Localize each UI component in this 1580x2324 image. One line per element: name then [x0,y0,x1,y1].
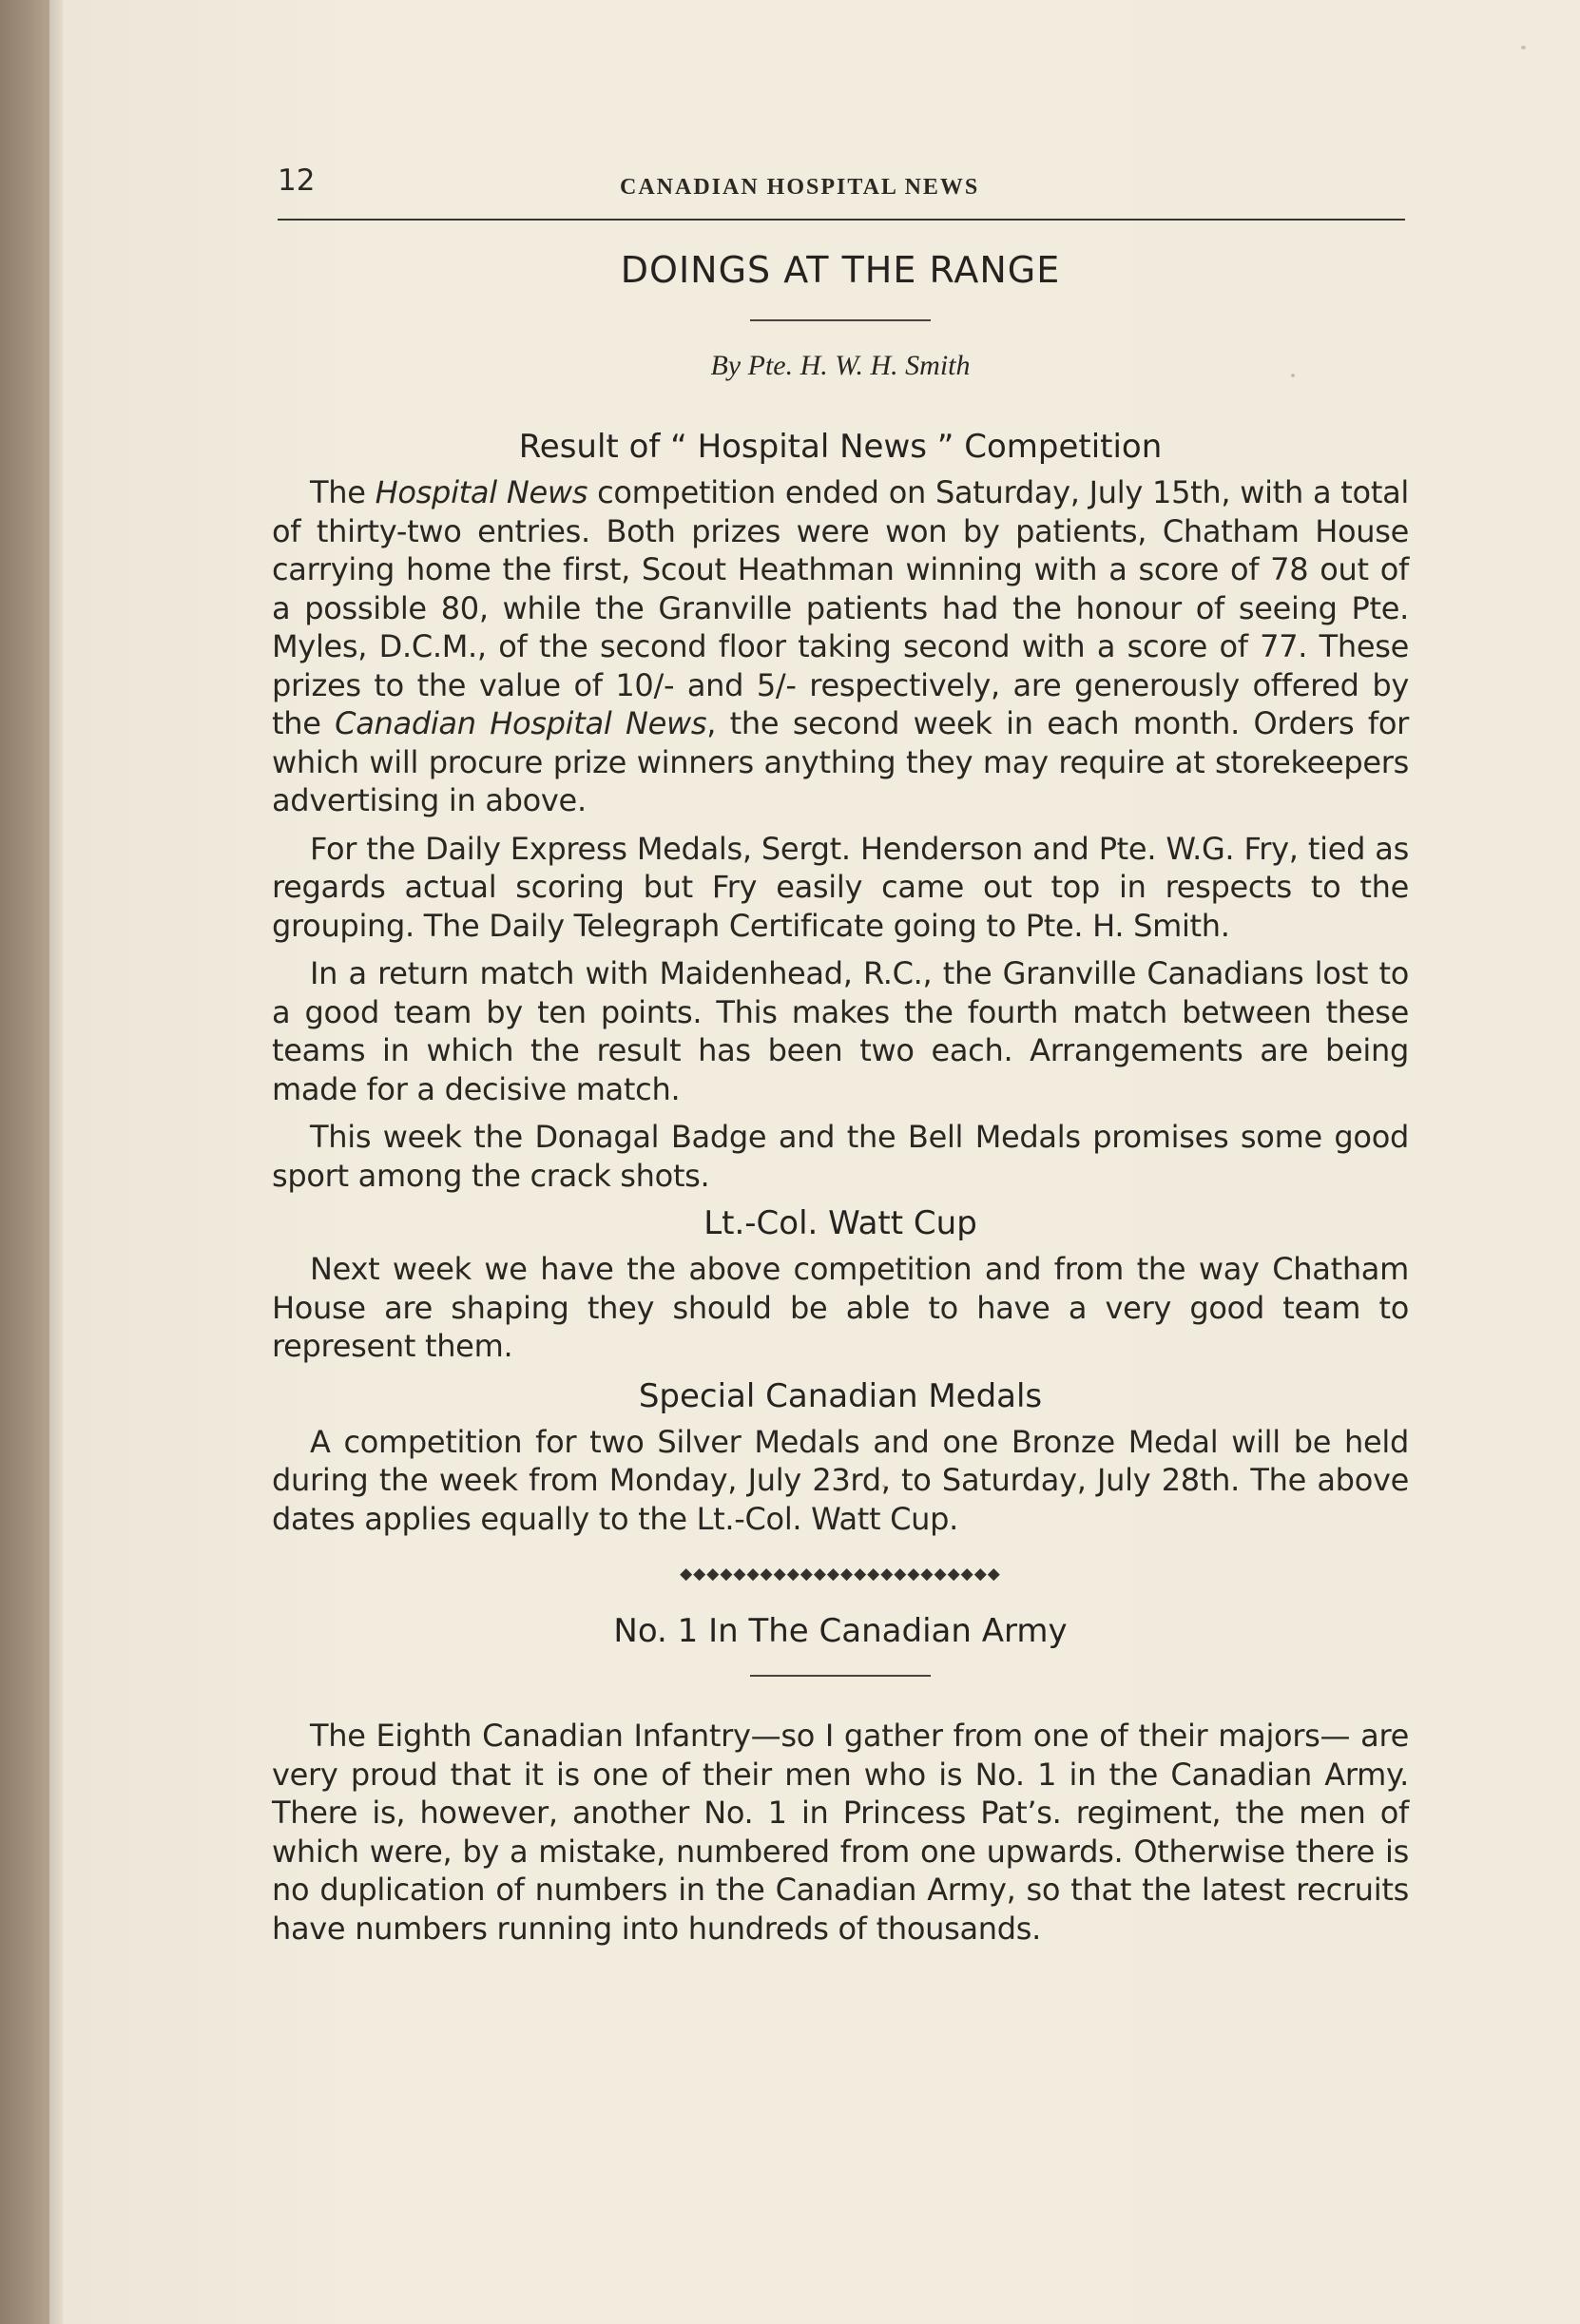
page-number: 12 [278,163,316,198]
page-gutter [49,0,63,2324]
paragraph: This week the Donagal Badge and the Bell Medals promises some good sport among the crack shots. [272,1119,1409,1194]
title-rule [750,319,931,321]
article-body [272,249,1409,1948]
article-title: DOINGS AT THE RANGE [620,249,1061,291]
byline: By Pte. H. W. H. Smith [710,350,971,381]
paragraph: For the Daily Express Medals, Sergt. Henderson and Pte. W.G. Fry, tied as regards actual scoring but Fry easily came out top in respects to the grouping. The Daily Telegraph Certificate going to Pte. H. Smith. [272,830,1409,944]
section-heading-competition: Result of “ Hospital News ” Competition [518,428,1163,466]
section-heading-watt-cup: Lt.-Col. Watt Cup [703,1204,977,1242]
section-heading-special-medals: Special Canadian Medals [638,1376,1043,1415]
page-header [278,162,1405,221]
ornament-divider: ◆◆◆◆◆◆◆◆◆◆◆◆◆◆◆◆◆◆◆◆◆◆◆◆ [680,1565,1001,1584]
paper-fleck [1521,46,1526,49]
running-head: CANADIAN HOSPITAL NEWS [620,175,980,200]
title-rule [750,1675,931,1677]
paragraph: The Hospital News competition ended on Saturday, July 15th, with a total of thirty-two entries. Both prizes were won by patients, Chatham House carrying home the first, Scout Heathman winning with a score of 78 out of a possible 80, while the Granville patients had the honour of seeing Pte. Myles, D.C.M., of the second floor taking second with a score of 77. These prizes to the value of 10/- and 5/- respectively, are generously offered by the Canadian Hospital News, the second week in each month. Orders for which will procure prize winners anything they may require at storekeepers advertising in above. [272,474,1409,818]
paragraph: In a return match with Maidenhead, R.C., the Granville Canadians lost to a good team by ten points. This makes the fourth match between these teams in which the result has been two each. Arrangements are being made for a decisive match. [272,955,1409,1107]
book-spine [0,0,49,2324]
paragraph: A competition for two Silver Medals and one Bronze Medal will be held during the week from Monday, July 23rd, to Saturday, July 28th. The above dates applies equally to the Lt.-Col. Watt Cup. [272,1423,1409,1537]
paragraph: The Eighth Canadian Infantry—so I gather from one of their majors— are very proud that it is one of their men who is No. 1 in the Canadian Army. There is, however, another No. 1 in Princess Pat’s. regiment, the men of which were, by a mistake, numbered from one upwards. Otherwise there is no duplication of numbers in the Canadian Army, so that the latest recruits have numbers running into hundreds of thousands. [272,1718,1409,1947]
article-title-second: No. 1 In The Canadian Army [613,1612,1068,1650]
paragraph: Next week we have the above competition and from the way Chatham House are shaping they should be able to have a very good team to represent them. [272,1251,1409,1364]
